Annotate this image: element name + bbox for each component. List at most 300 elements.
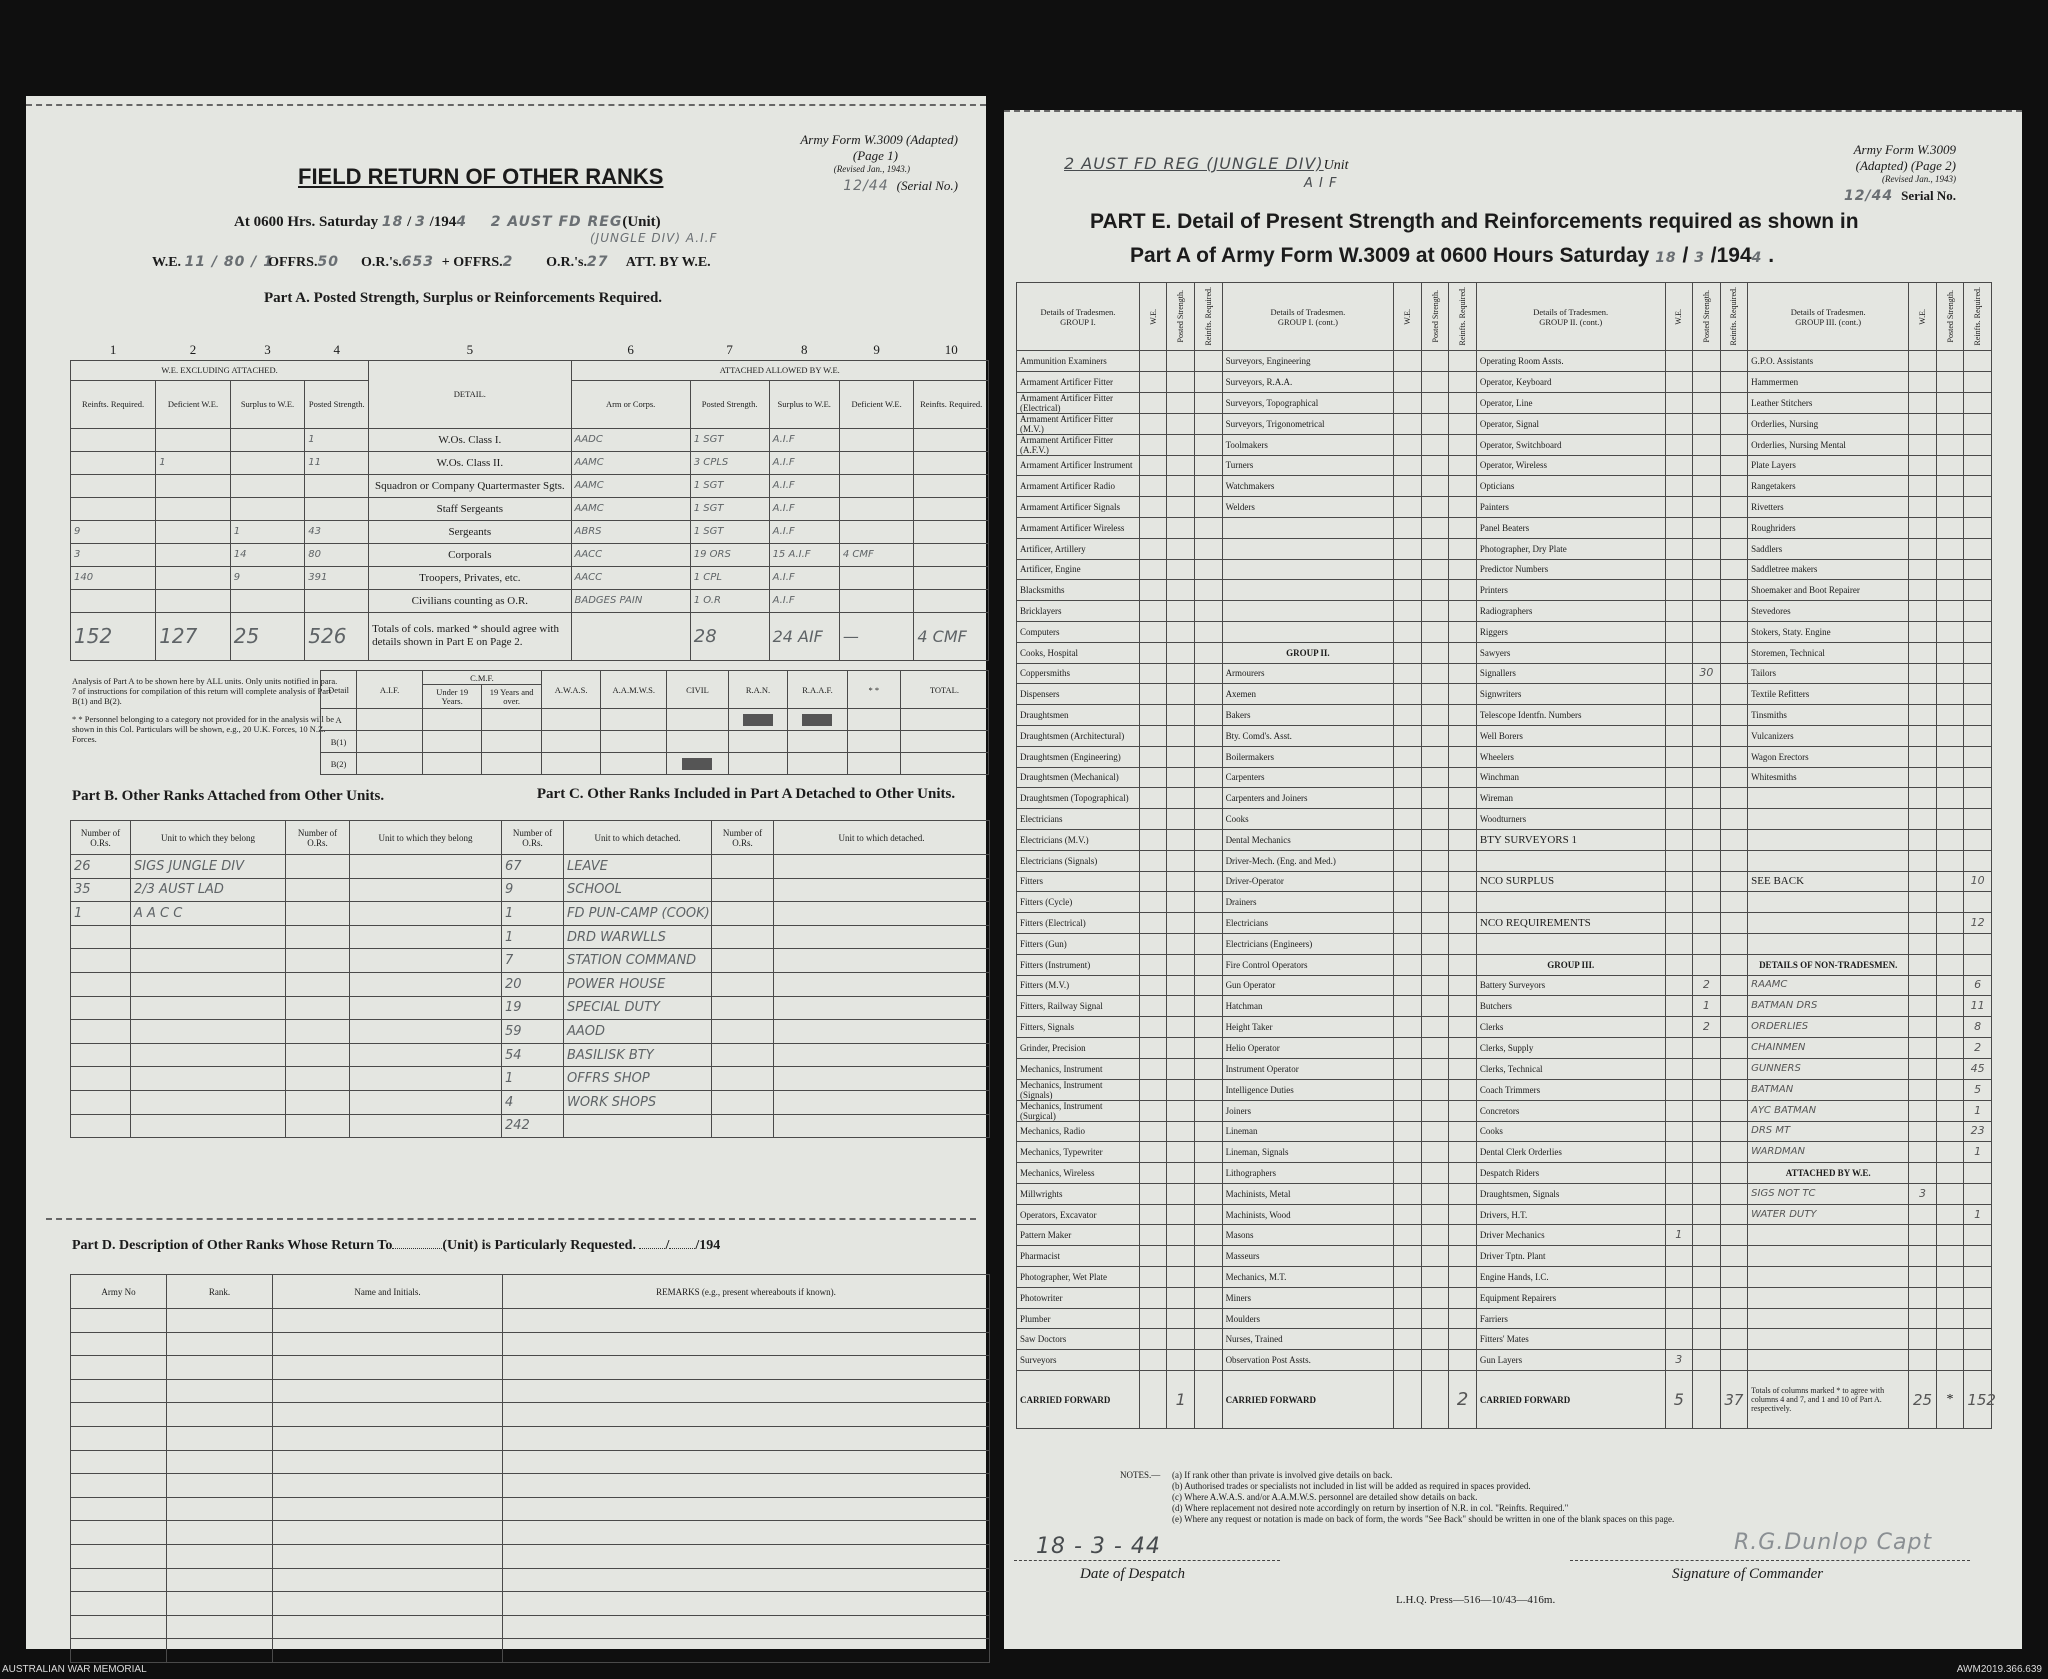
trade-value-cell [1139, 954, 1167, 975]
part-a-cell-detail: Troopers, Privates, etc. [369, 566, 571, 589]
trade-name: Turners [1222, 455, 1394, 476]
offrs2-value: 2 [502, 254, 514, 270]
trade-value-cell [1139, 1225, 1167, 1246]
trade-name: Artificer, Engine [1017, 559, 1140, 580]
part-a-cell-c1 [71, 428, 156, 451]
part-e-row [1017, 850, 1992, 871]
part-e-row [1017, 871, 1992, 892]
analysis-row [321, 709, 989, 731]
carried-total-4a: 25 [1909, 1371, 1937, 1429]
trade-name: Miners [1222, 1287, 1394, 1308]
analysis-note [72, 676, 342, 744]
trade-value-cell [1693, 746, 1721, 767]
trade-name: Signallers [1476, 663, 1665, 684]
part-c-count-2 [712, 949, 774, 973]
trade-value-cell [1394, 497, 1422, 518]
part-d-row [71, 1426, 990, 1450]
trade-name: DETAILS OF NON-TRADESMEN. [1748, 954, 1909, 975]
trade-name: Fitters (Cycle) [1017, 892, 1140, 913]
trade-name: WARDMAN [1748, 1142, 1909, 1163]
part-a-cell-c8: 15 A.I.F [769, 543, 839, 566]
trade-value-cell [1665, 434, 1693, 455]
trade-value-cell [1167, 954, 1195, 975]
part-bc-row [71, 1114, 990, 1138]
part-c-count: 20 [502, 972, 564, 996]
trade-value-cell [1964, 767, 1992, 788]
trade-name: Concretors [1476, 1100, 1665, 1121]
trade-value-cell [1139, 392, 1167, 413]
trade-value-cell [1394, 476, 1422, 497]
unit-subname: A I F [1304, 176, 1338, 191]
trade-value-cell [1909, 996, 1937, 1017]
trade-value-cell [1139, 725, 1167, 746]
perforation-line [1004, 110, 2022, 112]
trade-name: Vulcanizers [1748, 725, 1909, 746]
trade-value-cell [1693, 829, 1721, 850]
trade-value-cell [1167, 601, 1195, 622]
part-b-unit-2 [350, 878, 502, 902]
trade-value-cell [1167, 1163, 1195, 1184]
trade-value-cell [1394, 933, 1422, 954]
part-c-count: 19 [502, 996, 564, 1020]
part-a-cell-c4 [305, 497, 369, 520]
part-d-cell [273, 1497, 503, 1521]
trade-value-cell [1167, 580, 1195, 601]
trade-value-cell [1139, 1350, 1167, 1371]
trade-value-cell [1936, 351, 1964, 372]
trade-name [1748, 788, 1909, 809]
trade-value-cell [1665, 476, 1693, 497]
trade-value-cell [1909, 809, 1937, 830]
handwritten-value: 2 [1693, 1017, 1721, 1038]
analysis-cell [541, 709, 600, 731]
trade-value-cell [1449, 788, 1477, 809]
trade-name: Draughtsmen (Engineering) [1017, 746, 1140, 767]
trade-value-cell [1909, 351, 1937, 372]
trade-value-cell [1936, 1037, 1964, 1058]
part-a-cell-c1: 140 [71, 566, 156, 589]
trade-value-cell [1167, 788, 1195, 809]
part-a-cell-detail: Civilians counting as O.R. [369, 589, 571, 612]
trade-name: Bricklayers [1017, 601, 1140, 622]
part-d-cell [273, 1356, 503, 1380]
trade-value-cell [1394, 517, 1422, 538]
part-c-unit-2 [774, 949, 990, 973]
trade-value-cell [1693, 1204, 1721, 1225]
trade-value-cell [1394, 559, 1422, 580]
part-c-unit-2 [774, 1020, 990, 1044]
sub-header-text: W.E. [1918, 308, 1927, 325]
sub-header-text: Reinfts. Required. [1458, 287, 1468, 346]
part-a-cell-c9 [839, 451, 914, 474]
notes-label: NOTES.— [1120, 1470, 1161, 1480]
header-line-2 [152, 254, 711, 271]
form-adapted: (Adapted) [1855, 158, 1908, 173]
trade-value-cell [1195, 1329, 1223, 1350]
analysis-cell [847, 753, 900, 775]
year-digit: 4 [456, 214, 467, 230]
part-d-row [71, 1356, 990, 1380]
trade-value-cell [1665, 601, 1693, 622]
trade-value-cell [1720, 559, 1748, 580]
part-b-count [71, 1114, 131, 1138]
trade-value-cell [1936, 392, 1964, 413]
trade-name: Panel Beaters [1476, 517, 1665, 538]
trade-value-cell [1421, 1183, 1449, 1204]
trade-name: Cooks [1476, 1121, 1665, 1142]
handwritten-note: NCO SURPLUS [1479, 875, 1555, 888]
part-b-unit-2 [350, 1090, 502, 1114]
trade-value-cell [1693, 1329, 1721, 1350]
part-e-row [1017, 892, 1992, 913]
trade-value-cell [1167, 1037, 1195, 1058]
handwritten-note: SEE BACK [1751, 875, 1805, 888]
trade-value-cell [1964, 954, 1992, 975]
trade-value-cell [1909, 788, 1937, 809]
trade-value-cell [1449, 850, 1477, 871]
part-e-group-header [1476, 283, 1665, 351]
part-c-unit-2 [774, 972, 990, 996]
carried-label: CARRIED FORWARD [1017, 1371, 1140, 1429]
revised-date: (Revised Jan., 1943.) [833, 164, 910, 174]
trade-value-cell [1449, 725, 1477, 746]
trade-name: Electricians (Signals) [1017, 850, 1140, 871]
trade-value-cell [1195, 933, 1223, 954]
handwritten-value: 1 [1964, 1100, 1992, 1121]
part-e-row [1017, 705, 1992, 726]
part-d-cell [273, 1639, 503, 1663]
part-a-cell-c8: A.I.F [769, 520, 839, 543]
trade-value-cell [1394, 434, 1422, 455]
trade-value-cell [1909, 1100, 1937, 1121]
trade-name [1222, 601, 1394, 622]
trade-value-cell [1195, 913, 1223, 934]
trade-value-cell [1139, 1079, 1167, 1100]
part-a-cell-c4 [305, 474, 369, 497]
trade-value-cell [1167, 621, 1195, 642]
trade-value-cell [1693, 1225, 1721, 1246]
part-d-cell [71, 1379, 167, 1403]
trade-value-cell [1909, 663, 1937, 684]
trade-value-cell [1936, 580, 1964, 601]
trade-value-cell [1909, 684, 1937, 705]
trade-value-cell [1195, 684, 1223, 705]
trade-value-cell [1139, 434, 1167, 455]
trade-name: Clerks, Supply [1476, 1037, 1665, 1058]
trade-value-cell [1665, 850, 1693, 871]
part-c-header: Unit to which detached. [774, 821, 990, 855]
part-e-row [1017, 559, 1992, 580]
trade-value-cell [1195, 1267, 1223, 1288]
trade-value-cell [1167, 476, 1195, 497]
part-a-row [71, 428, 989, 451]
part-e-row [1017, 788, 1992, 809]
totals-detail: Totals of cols. marked * should agree with details shown in Part E on Page 2. [369, 612, 571, 660]
part-d-cell [167, 1639, 273, 1663]
trade-value-cell [1449, 1246, 1477, 1267]
part-c-unit: DRD WARWLLS [564, 925, 712, 949]
trade-name: Butchers [1476, 996, 1665, 1017]
trade-value-cell [1394, 1037, 1422, 1058]
trade-value-cell [1909, 954, 1937, 975]
part-d-cell [71, 1474, 167, 1498]
trade-value-cell [1936, 1058, 1964, 1079]
trade-value-cell [1394, 1287, 1422, 1308]
part-d-cell [167, 1544, 273, 1568]
part-d-cell [167, 1403, 273, 1427]
trade-value-cell [1936, 913, 1964, 934]
trade-name: Lithographers [1222, 1163, 1394, 1184]
trade-name: Armament Artificer Instrument [1017, 455, 1140, 476]
part-e-sub-header [1964, 283, 1992, 351]
trade-value-cell [1394, 1225, 1422, 1246]
trade-value-cell [1139, 788, 1167, 809]
trade-value-cell [1720, 1100, 1748, 1121]
trade-value-cell [1665, 1329, 1693, 1350]
trade-value-cell [1394, 1267, 1422, 1288]
trade-value-cell [1964, 621, 1992, 642]
trade-value-cell [1421, 497, 1449, 518]
part-bc-row [71, 1020, 990, 1044]
analysis-cell [482, 709, 541, 731]
trade-value-cell [1421, 371, 1449, 392]
trade-name: Armament Artificer Wireless [1017, 517, 1140, 538]
part-e-sub-header [1936, 283, 1964, 351]
analysis-row-label: A [321, 709, 357, 731]
trade-name: Lineman [1222, 1121, 1394, 1142]
trade-value-cell [1394, 767, 1422, 788]
trade-value-cell [1964, 1246, 1992, 1267]
part-d-cell [273, 1450, 503, 1474]
note-item: (e) Where any request or notation is made on back of form, the words "See Back" should be written in one of the blank spaces on this page. [1172, 1514, 1675, 1524]
trade-value-cell [1964, 746, 1992, 767]
trade-value-cell [1421, 933, 1449, 954]
part-c-unit-2 [774, 1114, 990, 1138]
trade-value-cell [1139, 1246, 1167, 1267]
trade-name: Fitters (Electrical) [1017, 913, 1140, 934]
trade-value-cell [1693, 371, 1721, 392]
trade-value-cell [1195, 1100, 1223, 1121]
trade-value-cell [1909, 767, 1937, 788]
part-b-unit-2 [350, 1043, 502, 1067]
trade-value-cell [1167, 746, 1195, 767]
trade-value-cell [1139, 517, 1167, 538]
trade-value-cell [1139, 1121, 1167, 1142]
part-d-cell [71, 1356, 167, 1380]
trade-name: Equipment Repairers [1476, 1287, 1665, 1308]
trade-value-cell [1964, 933, 1992, 954]
trade-value-cell [1665, 1163, 1693, 1184]
trade-value-cell [1909, 538, 1937, 559]
trade-name: Mechanics, Instrument [1017, 1058, 1140, 1079]
analysis-cell [728, 731, 787, 753]
trade-value-cell [1693, 601, 1721, 622]
group-label: GROUP III. (cont.) [1795, 316, 1862, 327]
press-mark: L.H.Q. Press—516—10/43—416m. [1396, 1594, 1556, 1606]
carried-forward-row [1017, 1371, 1992, 1429]
part-a-cell-c6: AACC [571, 543, 690, 566]
serial-label: Serial No. [1901, 188, 1956, 203]
trade-name: Battery Surveyors [1476, 975, 1665, 996]
trade-value-cell [1936, 517, 1964, 538]
part-d-cell [71, 1521, 167, 1545]
part-c-count: 7 [502, 949, 564, 973]
trade-value-cell [1421, 1163, 1449, 1184]
part-b-unit [131, 1020, 286, 1044]
part-e-row [1017, 746, 1992, 767]
trade-value-cell [1394, 1058, 1422, 1079]
part-a-cell-c3: 1 [230, 520, 305, 543]
trade-name: Surveyors, Trigonometrical [1222, 413, 1394, 434]
part-d-cell [273, 1403, 503, 1427]
trade-value-cell [1139, 892, 1167, 913]
part-d-cell [167, 1497, 273, 1521]
trade-value-cell [1421, 809, 1449, 830]
part-d-cell [71, 1497, 167, 1521]
part-b-count-2 [286, 972, 350, 996]
part-b-count-2 [286, 878, 350, 902]
trade-name: Fitters [1017, 871, 1140, 892]
trade-name: Dental Clerk Orderlies [1476, 1142, 1665, 1163]
trade-value-cell [1720, 476, 1748, 497]
trade-value-cell [1720, 1308, 1748, 1329]
trade-value-cell [1139, 538, 1167, 559]
part-b-count [71, 925, 131, 949]
trade-name: Welders [1222, 497, 1394, 518]
part-e-row [1017, 1142, 1992, 1163]
form-number-block [800, 132, 958, 194]
trade-value-cell [1195, 1142, 1223, 1163]
we-value: 11 / 80 / 1 [184, 254, 274, 270]
part-a-cell-c1 [71, 474, 156, 497]
part-b-count [71, 1067, 131, 1091]
trade-value-cell [1909, 871, 1937, 892]
trade-value-cell [1936, 892, 1964, 913]
trade-name: Driver Mechanics [1476, 1225, 1665, 1246]
trade-value-cell [1394, 1163, 1422, 1184]
part-e-row [1017, 497, 1992, 518]
analysis-cell [728, 709, 787, 731]
part-e-row [1017, 1225, 1992, 1246]
trade-value-cell [1195, 1246, 1223, 1267]
part-b-unit: SIGS JUNGLE DIV [131, 855, 286, 879]
trade-value-cell [1693, 559, 1721, 580]
trade-value-cell [1139, 913, 1167, 934]
trade-value-cell [1909, 1350, 1937, 1371]
part-e-row [1017, 392, 1992, 413]
part-bc-row [71, 925, 990, 949]
part-d-row [71, 1332, 990, 1356]
trade-value-cell [1693, 1183, 1721, 1204]
part-e-sub-header [1720, 283, 1748, 351]
trade-value-cell [1720, 746, 1748, 767]
tradesmen-label: Details of Tradesmen. [1270, 306, 1346, 317]
trade-value-cell [1964, 684, 1992, 705]
part-bc-row [71, 1067, 990, 1091]
trade-value-cell [1665, 351, 1693, 372]
part-b-unit-2 [350, 902, 502, 926]
part-c-count-2 [712, 996, 774, 1020]
trade-value-cell [1720, 829, 1748, 850]
trade-value-cell [1421, 351, 1449, 372]
trade-value-cell [1936, 746, 1964, 767]
trade-value-cell [1421, 559, 1449, 580]
part-d-title-line [72, 1238, 720, 1254]
analysis-cell [601, 731, 667, 753]
trade-value-cell [1665, 1037, 1693, 1058]
trade-value-cell [1195, 829, 1223, 850]
part-b-unit [131, 972, 286, 996]
trade-value-cell [1720, 1246, 1748, 1267]
despatch-line [1014, 1560, 1280, 1561]
trade-name: ORDERLIES [1748, 1017, 1909, 1038]
trade-name: Saddlers [1748, 538, 1909, 559]
trade-value-cell [1195, 601, 1223, 622]
part-d-date-sep: / [665, 1238, 670, 1253]
trade-name: Printers [1476, 580, 1665, 601]
trade-value-cell [1665, 892, 1693, 913]
trade-value-cell [1665, 1079, 1693, 1100]
part-d-cell [71, 1639, 167, 1663]
sub-header-text: Reinfts. Required. [1729, 287, 1739, 346]
part-a-cell-c1: 3 [71, 543, 156, 566]
trade-value-cell [1936, 1329, 1964, 1350]
trade-name: Boilermakers [1222, 746, 1394, 767]
trade-value-cell [1449, 351, 1477, 372]
trade-value-cell [1394, 1350, 1422, 1371]
trade-name: Whitesmiths [1748, 767, 1909, 788]
total-c10: 4 CMF [914, 612, 989, 660]
part-b-unit [131, 949, 286, 973]
trade-value-cell [1936, 1350, 1964, 1371]
trade-value-cell [1909, 1329, 1937, 1350]
trade-value-cell [1936, 829, 1964, 850]
part-e-row [1017, 1204, 1992, 1225]
offrs-value: 50 [317, 254, 339, 270]
trade-value-cell [1693, 788, 1721, 809]
trade-value-cell [1139, 809, 1167, 830]
trade-value-cell [1195, 954, 1223, 975]
trade-value-cell [1449, 1142, 1477, 1163]
part-e-group-header [1748, 283, 1909, 351]
part-a-row [71, 589, 989, 612]
trade-name [1222, 580, 1394, 601]
part-a-cell-c4: 391 [305, 566, 369, 589]
tradesmen-label: Details of Tradesmen. [1533, 306, 1609, 317]
trade-value-cell [1195, 1121, 1223, 1142]
trade-name [1476, 850, 1665, 871]
trade-value-cell [1167, 1225, 1195, 1246]
part-d-cell [273, 1521, 503, 1545]
ors-value: 653 [401, 254, 435, 270]
trade-value-cell [1665, 497, 1693, 518]
part-a-cell-c7: 1 SGT [690, 474, 769, 497]
part-b-count-2 [286, 996, 350, 1020]
trade-value-cell [1167, 413, 1195, 434]
trade-name: Storemen, Technical [1748, 642, 1909, 663]
col-num: 5 [466, 341, 474, 357]
sub-header-text: W.E. [1403, 308, 1412, 325]
unit-label: Unit [1323, 158, 1349, 173]
sub-header-text: Posted Strength. [1176, 290, 1186, 343]
trade-value-cell [1394, 996, 1422, 1017]
trade-value-cell [1909, 517, 1937, 538]
part-e-row [1017, 371, 1992, 392]
trade-value-cell [1720, 892, 1748, 913]
col-num: 4 [333, 341, 340, 357]
trade-value-cell [1909, 580, 1937, 601]
trade-name: Armament Artificer Radio [1017, 476, 1140, 497]
